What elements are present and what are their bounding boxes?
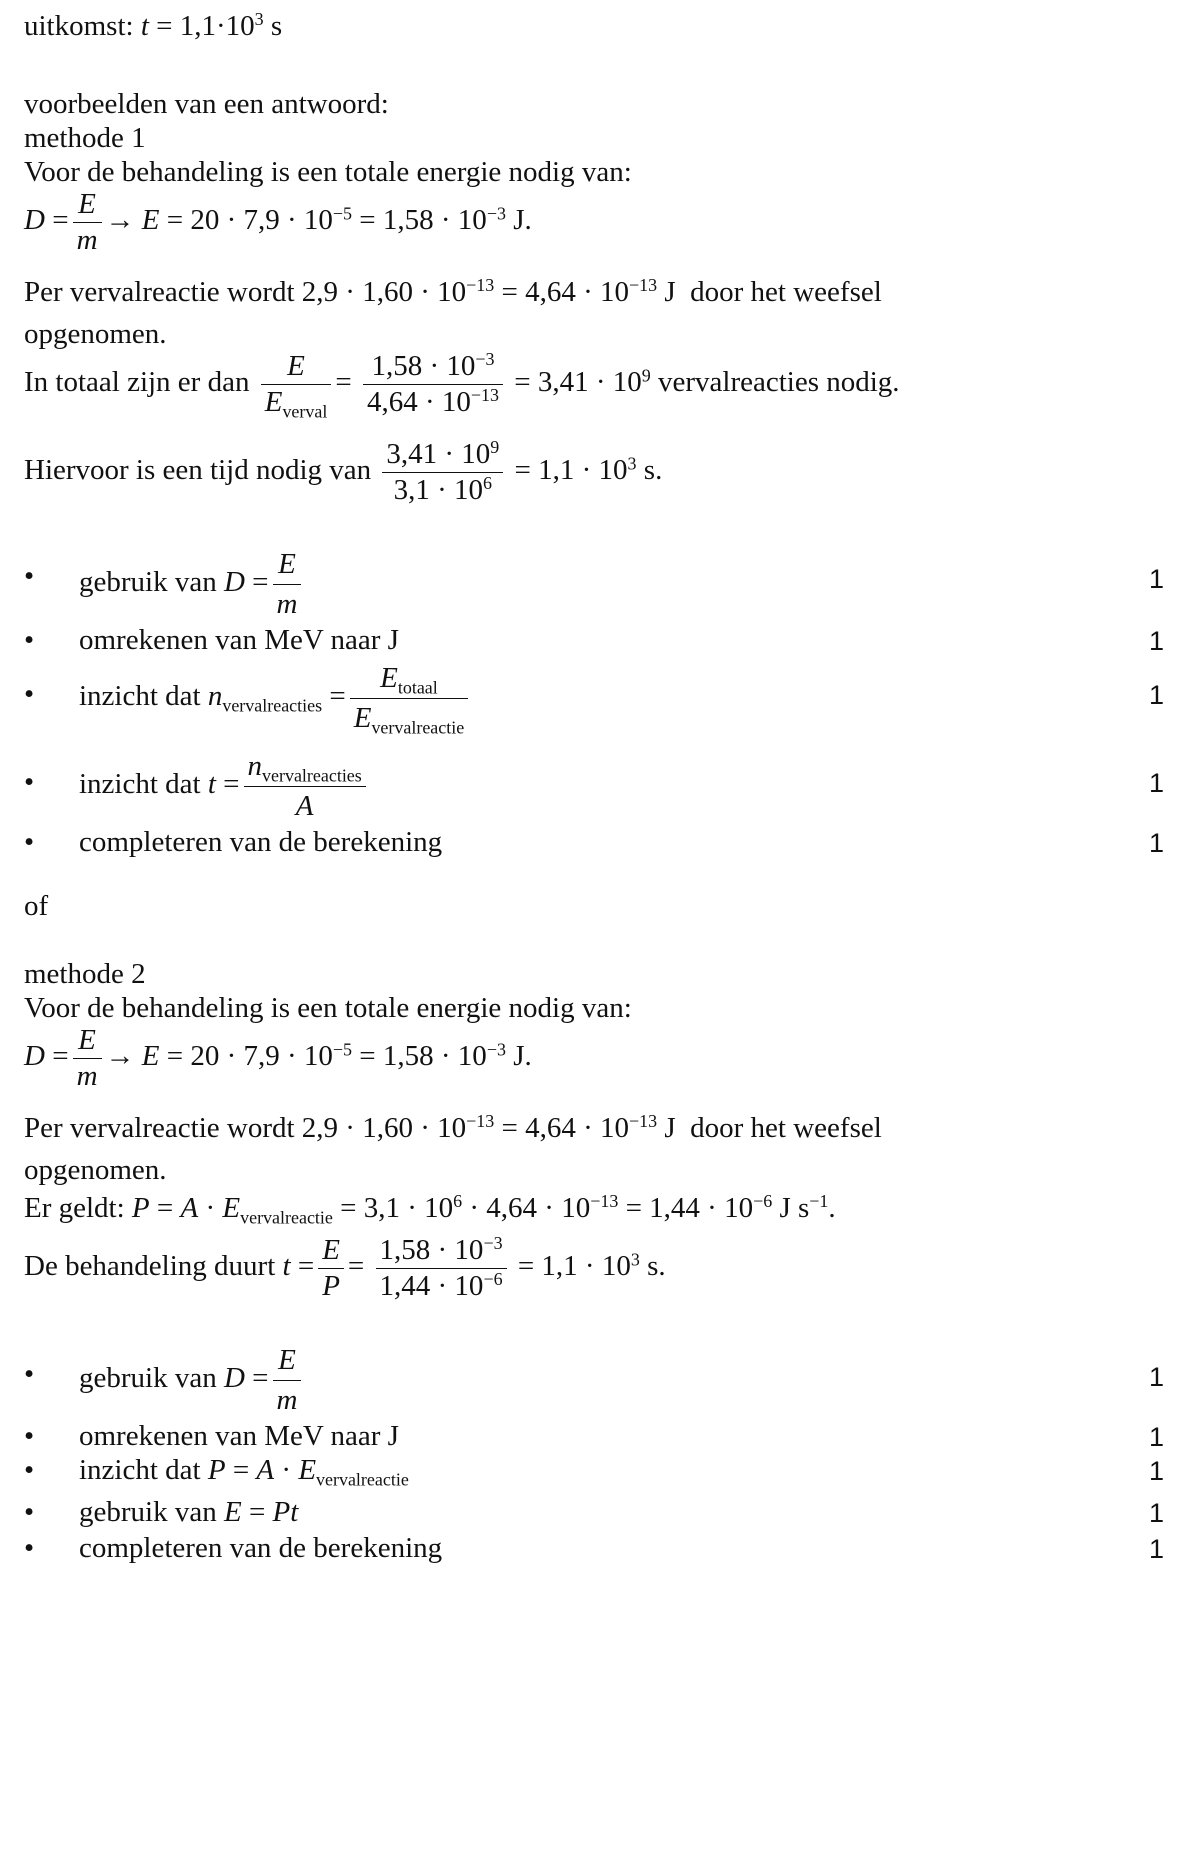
method-2-criterion: • completeren van de berekening 1 <box>24 1532 1164 1564</box>
method-2-energy-text: Voor de behandeling is een totale energie nodig van: <box>24 992 632 1024</box>
method-2-criterion: • gebruik van E = Pt 1 <box>24 1496 1164 1528</box>
score: 1 <box>1148 1456 1164 1486</box>
score: 1 <box>1148 768 1164 798</box>
outcome-label: uitkomst: <box>24 10 134 42</box>
method-1-criterion: • inzicht dat $n_{vervalreacties}$ = $\frac{E_{totaal}}{E_{vervalreactie}}$ 1 <box>24 662 1164 738</box>
intro-text: voorbeelden van een antwoord: <box>24 88 389 120</box>
method-1-criterion: • gebruik van D = $\frac{E}{m}$ 1 <box>24 548 1164 620</box>
method-1-criterion: • completeren van de berekening 1 <box>24 826 1164 858</box>
score: 1 <box>1148 1534 1164 1564</box>
method-1-criterion: • inzicht dat t = $\frac{n_{vervalreacties}}{A}$ 1 <box>24 750 1164 822</box>
method-2-per-reaction: Per vervalreactie wordt $2,9 \cdot 1,60 \cdot 10^{-13} = 4,64 \cdot 10^{-13}$ J door het weefsel <box>24 1111 882 1144</box>
outcome-line: uitkomst: $t = 1,1\cdot 10^3$ s <box>24 9 283 42</box>
or-separator: of <box>24 890 49 922</box>
score: 1 <box>1148 1362 1164 1392</box>
method-2-criterion: • omrekenen van MeV naar J 1 <box>24 1420 1164 1452</box>
score: 1 <box>1148 828 1164 858</box>
method-1-criterion: • omrekenen van MeV naar J 1 <box>24 624 1164 656</box>
method-1-per-reaction-cont: opgenomen. <box>24 318 167 350</box>
method-2-duration: De behandeling duurt t = $\frac{E}{P}$ = $\frac{1,58 \cdot 10^{-3}}{1,44 \cdot 10^{-6}}$ = $1,1 \cdot 10^3$ s. <box>24 1233 666 1302</box>
method-1-title: methode 1 <box>24 122 146 154</box>
method-1-energy-formula: D = $\frac{E}{m}$ → $E = 20 \cdot 7,9 \cdot 10^{-5} = 1,58 \cdot 10^{-3}$ J. <box>24 188 532 256</box>
method-2-criterion: • gebruik van D = $\frac{E}{m}$ 1 <box>24 1344 1164 1416</box>
outcome-value: 1,1 <box>179 10 216 42</box>
method-2-title: methode 2 <box>24 958 146 990</box>
score: 1 <box>1148 626 1164 656</box>
method-2-criterion: • inzicht dat $P = A \cdot E_{vervalreactie}$ 1 <box>24 1454 1164 1490</box>
method-2-power: Er geldt: $P = A \cdot E_{vervalreactie} = 3,1 \cdot 10^6 \cdot 4,64 \cdot 10^{-13} = 1,44 \cdot 10^{-6}$ J $s^{-1}$. <box>24 1191 836 1228</box>
method-2-energy-formula: D = $\frac{E}{m}$ → $E = 20 \cdot 7,9 \cdot 10^{-5} = 1,58 \cdot 10^{-3}$ J. <box>24 1024 532 1092</box>
score: 1 <box>1148 680 1164 710</box>
method-2-per-reaction-cont: opgenomen. <box>24 1154 167 1186</box>
method-1-time: Hiervoor is een tijd nodig van $\frac{3,41 \cdot 10^9}{3,1 \cdot 10^6}$ = $1,1 \cdot 10^3$ s. <box>24 437 663 506</box>
score: 1 <box>1148 1498 1164 1528</box>
method-1-total-reactions: In totaal zijn er dan $\frac{E}{E_{verval}}$ = $\frac{1,58 \cdot 10^{-3}}{4,64 \cdot 10^{-13}}$ = $3,41 \cdot 10^9$ vervalreacties nodig. <box>24 349 900 422</box>
score: 1 <box>1148 1422 1164 1452</box>
method-1-energy-text: Voor de behandeling is een totale energie nodig van: <box>24 156 632 188</box>
method-1-per-reaction: Per vervalreactie wordt $2,9 \cdot 1,60 \cdot 10^{-13} = 4,64 \cdot 10^{-13}$ J door het weefsel <box>24 275 882 308</box>
score: 1 <box>1148 564 1164 594</box>
